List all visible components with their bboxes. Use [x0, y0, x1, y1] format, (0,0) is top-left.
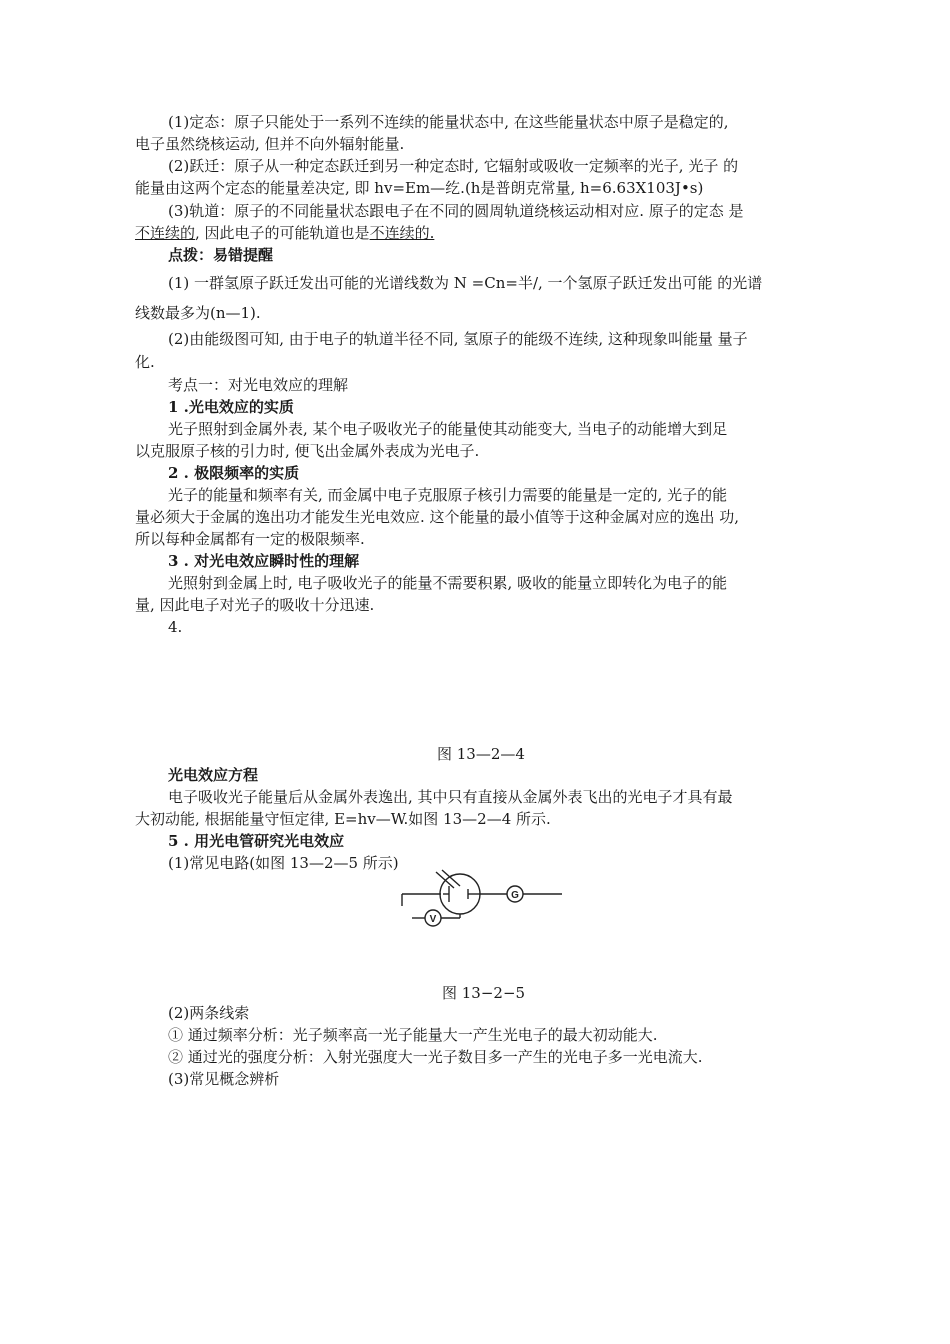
text-line: 化. — [135, 353, 155, 371]
text-line: (2)跃迁：原子从一种定态跃迁到另一种定态时, 它辐射或吸收一定频率的光子, 光子 的 — [168, 157, 739, 175]
item-number: 4. — [168, 618, 183, 636]
text-line: 光照射到金属上时, 电子吸收光子的能量不需要积累, 吸收的能量立即转化为电子的能 — [168, 574, 728, 592]
figure-caption: 图 13−2−5 — [442, 984, 526, 1002]
section-title: 考点一：对光电效应的理解 — [168, 376, 349, 394]
text-line: 光子照射到金属外表, 某个电子吸收光子的能量使其动能变大, 当电子的动能增大到足 — [168, 420, 728, 438]
incident-light-ray — [442, 870, 460, 886]
text-line: (3)轨道：原子的不同能量状态跟电子在不同的圆周轨道绕核运动相对应. 原子的定态 是 — [168, 202, 744, 220]
subsection-heading: 3 . 对光电效应瞬时性的理解 — [168, 552, 360, 570]
text-line: 量, 因此电子对光子的吸收十分迅速. — [135, 596, 375, 614]
galvanometer-label: G — [511, 890, 519, 901]
text-line: 电子虽然绕核运动, 但并不向外辐射能量. — [135, 135, 405, 153]
text-line: ① 通过频率分析：光子频率高一光子能量大一产生光电子的最大初动能大. — [168, 1026, 658, 1044]
subsection-heading: 光电效应方程 — [168, 766, 259, 784]
text-line: 大初动能, 根据能量守恒定律, E=hv—W.如图 13—2—4 所示. — [135, 810, 551, 828]
text-line: (2)两条线索 — [168, 1004, 250, 1022]
tip-heading: 点拨：易错提醒 — [168, 246, 274, 264]
text-span: , 因此电子的可能轨道也是 — [195, 224, 370, 242]
text-line: 以克服原子核的引力时, 便飞出金属外表成为光电子. — [135, 442, 480, 460]
text-line: 所以每种金属都有一定的极限频率. — [135, 530, 365, 548]
text-line: (2)由能级图可知, 由于电子的轨道半径不同, 氢原子的能级不连续, 这种现象叫能量 量子 — [168, 330, 748, 348]
text-line: 线数最多为(n—1). — [135, 304, 261, 322]
text-line: 光子的能量和频率有关, 而金属中电子克服原子核引力需要的能量是一定的, 光子的能 — [168, 486, 728, 504]
subsection-heading: 1 .光电效应的实质 — [168, 398, 294, 416]
text-line: 能量由这两个定态的能量差决定, 即 hv=Em—纥.(h是普朗克常量, h=6.63X103J•s) — [135, 179, 704, 197]
text-line: 电子吸收光子能量后从金属外表逸出, 其中只有直接从金属外表飞出的光电子才具有最 — [168, 788, 733, 806]
text-line: (1)常见电路(如图 13—2—5 所示) — [168, 854, 399, 872]
phototube-circuit-diagram — [394, 866, 569, 928]
text-line: (1) 一群氢原子跃迁发出可能的光谱线数为 N =Cn=半/, 一个氢原子跃迁发出可能 的光谱 — [168, 274, 763, 292]
text-line — [135, 223, 434, 243]
underlined-term: 不连续的 — [135, 224, 196, 242]
incident-light-ray — [436, 872, 454, 888]
text-line: (1)定态：原子只能处于一系列不连续的能量状态中, 在这些能量状态中原子是稳定的, — [168, 113, 729, 131]
underlined-term: 不连续的. — [369, 224, 435, 242]
text-line: 量必须大于金属的逸出功才能发生光电效应. 这个能量的最小值等于这种金属对应的逸出 功, — [135, 508, 740, 526]
text-line: ② 通过光的强度分析：入射光强度大一光子数目多一产生的光电子多一光电流大. — [168, 1048, 703, 1066]
subsection-heading: 2 . 极限频率的实质 — [168, 464, 300, 482]
text-line: (3)常见概念辨析 — [168, 1070, 280, 1088]
subsection-heading: 5 . 用光电管研究光电效应 — [168, 832, 345, 850]
figure-caption: 图 13—2—4 — [437, 745, 525, 763]
voltmeter-label: V — [429, 914, 437, 925]
